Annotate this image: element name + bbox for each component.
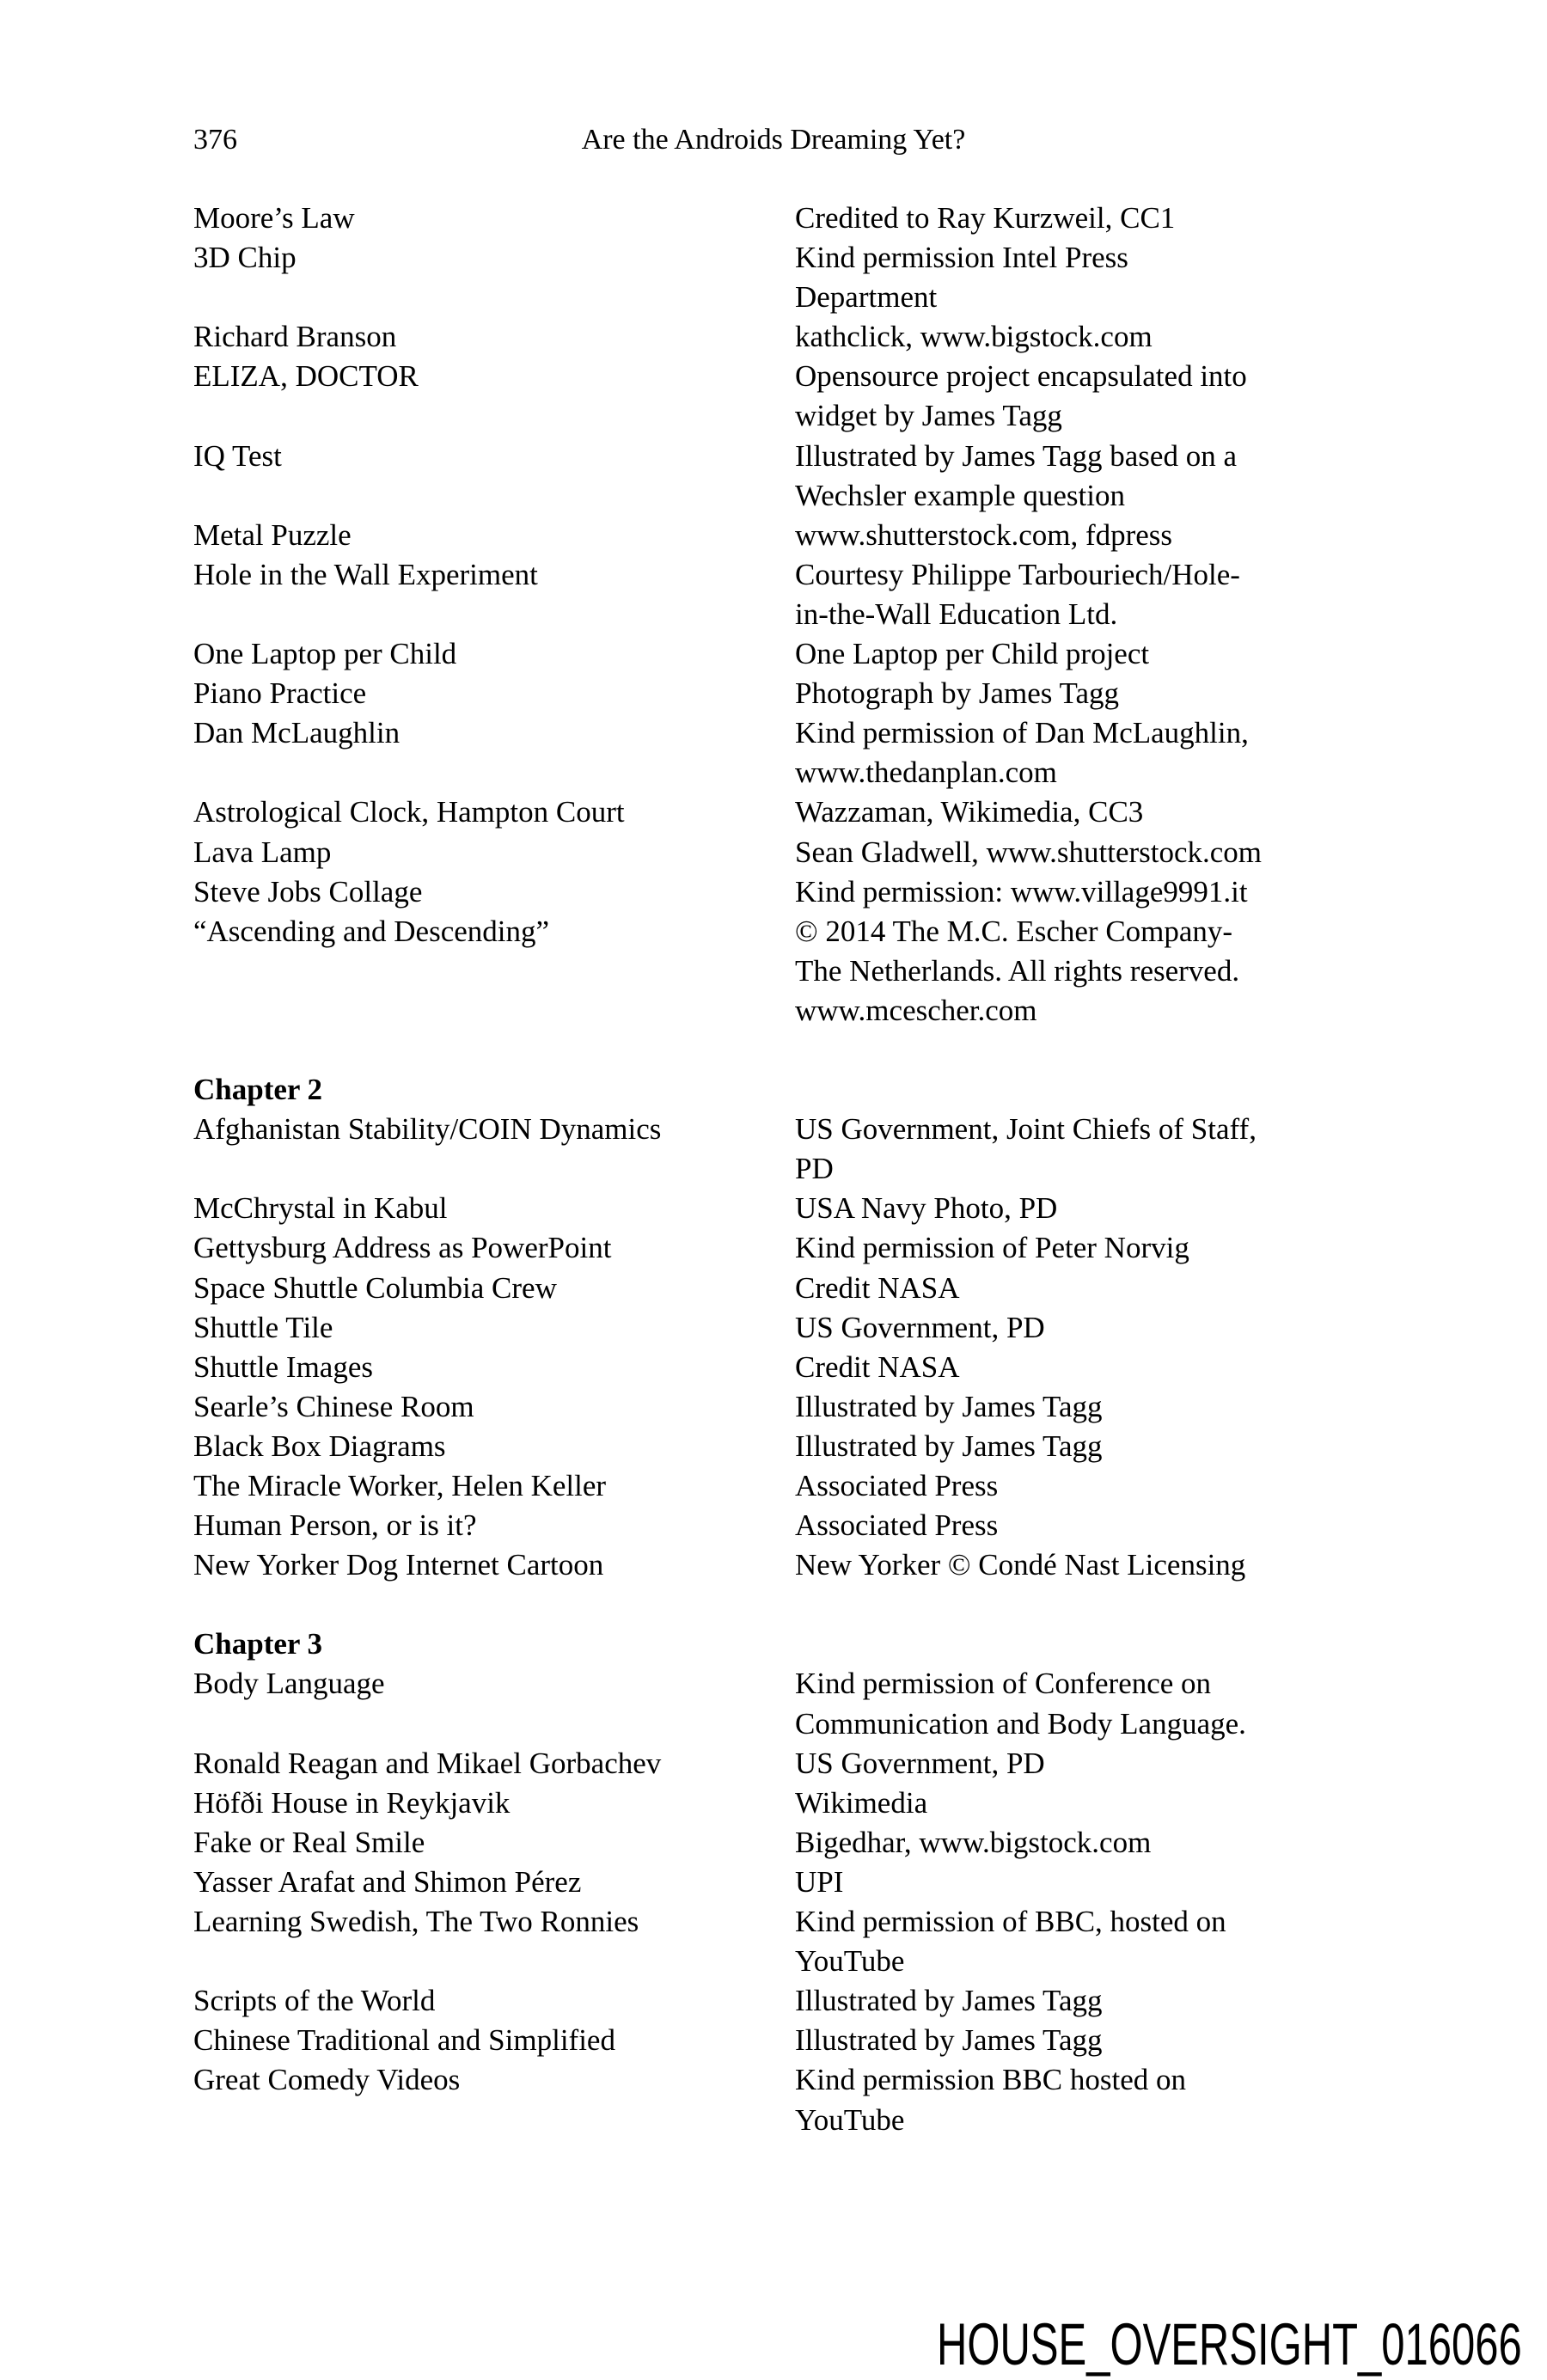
credit-row: [0, 1624, 1547, 1664]
credit-row: [0, 1863, 1547, 1902]
chapter-heading: Chapter 3: [193, 1627, 323, 1661]
credit-item-label: McChrystal in Kabul: [193, 1191, 448, 1226]
credit-item-label: Learning Swedish, The Two Ronnies: [193, 1905, 639, 1939]
credit-item-label: ELIZA, DOCTOR: [193, 359, 419, 394]
credit-row: [0, 476, 1547, 516]
credit-item-label: IQ Test: [193, 438, 282, 473]
credit-row: [0, 2060, 1547, 2100]
credit-item-label: Hole in the Wall Experiment: [193, 557, 538, 591]
credit-row: [0, 951, 1547, 991]
chapter-heading: Chapter 2: [193, 1073, 323, 1107]
credit-source: Kind permission of Dan McLaughlin,: [795, 716, 1249, 750]
credit-row: [0, 1110, 1547, 1149]
credit-item-label: Moore’s Law: [193, 201, 355, 235]
bates-stamp: HOUSE_OVERSIGHT_016066: [937, 2311, 1522, 2377]
credit-item-label: Höfði House in Reykjavik: [193, 1785, 511, 1820]
credit-source: kathclick, www.bigstock.com: [795, 320, 1153, 354]
credit-item-label: Chinese Traditional and Simplified: [193, 2023, 615, 2058]
credit-row: [0, 238, 1547, 278]
credit-row: [0, 753, 1547, 792]
credit-item-label: Shuttle Tile: [193, 1310, 333, 1344]
credit-source: © 2014 The M.C. Escher Company-: [795, 914, 1233, 948]
credit-item-label: “Ascending and Descending”: [193, 914, 550, 948]
credit-source: Illustrated by James Tagg: [795, 1389, 1103, 1423]
credit-item-label: Steve Jobs Collage: [193, 874, 423, 909]
credit-item-label: Fake or Real Smile: [193, 1825, 425, 1859]
credit-source: Illustrated by James Tagg based on a: [795, 438, 1237, 473]
credit-source: Credited to Ray Kurzweil, CC1: [795, 201, 1176, 235]
credit-row: [0, 199, 1547, 238]
credit-row: [0, 2101, 1547, 2140]
credit-source: Kind permission: www.village9991.it: [795, 874, 1248, 909]
credit-row: [0, 2021, 1547, 2060]
running-title: Are the Androids Dreaming Yet?: [581, 124, 966, 156]
credit-row: [0, 1902, 1547, 1942]
credit-source: Sean Gladwell, www.shutterstock.com: [795, 835, 1263, 869]
credit-source: One Laptop per Child project: [795, 637, 1150, 671]
credit-row: [0, 278, 1547, 317]
credit-row: [0, 396, 1547, 436]
credit-item-label: Shuttle Images: [193, 1349, 373, 1384]
credit-item-label: Space Shuttle Columbia Crew: [193, 1270, 557, 1305]
credit-source: Department: [795, 280, 938, 315]
credit-row: [0, 792, 1547, 832]
credit-row: [0, 1348, 1547, 1387]
credit-source: Wazzaman, Wikimedia, CC3: [795, 795, 1144, 829]
credit-item-label: One Laptop per Child: [193, 637, 457, 671]
credit-source: Opensource project encapsulated into: [795, 359, 1247, 394]
credit-item-label: Yasser Arafat and Shimon Pérez: [193, 1864, 582, 1899]
credit-row: [0, 1744, 1547, 1783]
credit-source: Wechsler example question: [795, 478, 1125, 512]
credit-item-label: Metal Puzzle: [193, 517, 352, 552]
credit-source: Bigedhar, www.bigstock.com: [795, 1825, 1152, 1859]
credit-item-label: Searle’s Chinese Room: [193, 1389, 474, 1423]
credit-item-label: Gettysburg Address as PowerPoint: [193, 1231, 612, 1265]
credit-row: [0, 555, 1547, 595]
credit-source: Communication and Body Language.: [795, 1706, 1246, 1741]
credit-source: US Government, PD: [795, 1310, 1045, 1344]
credit-row: [0, 634, 1547, 674]
credit-row: [0, 1387, 1547, 1427]
credit-source: Illustrated by James Tagg: [795, 2023, 1103, 2058]
credit-row: [0, 1269, 1547, 1308]
credit-source: Kind permission BBC hosted on: [795, 2063, 1187, 2097]
credit-row: [0, 317, 1547, 357]
credit-source: YouTube: [795, 1944, 905, 1979]
credit-row: [0, 872, 1547, 912]
credit-source: Kind permission of BBC, hosted on: [795, 1905, 1226, 1939]
credit-item-label: Black Box Diagrams: [193, 1429, 446, 1463]
credit-source: Kind permission of Conference on: [795, 1667, 1212, 1701]
credit-row: [0, 357, 1547, 396]
credit-row: [0, 1704, 1547, 1744]
credit-source: New Yorker © Condé Nast Licensing: [795, 1548, 1246, 1582]
credit-row: [0, 1149, 1547, 1189]
credits-list: [0, 199, 1547, 2140]
credit-item-label: Afghanistan Stability/COIN Dynamics: [193, 1112, 662, 1147]
credit-source: Associated Press: [795, 1508, 999, 1543]
credit-source: Kind permission of Peter Norvig: [795, 1231, 1189, 1265]
credit-row: [0, 1981, 1547, 2021]
credit-item-label: 3D Chip: [193, 241, 297, 275]
credit-source: Illustrated by James Tagg: [795, 1429, 1103, 1463]
credit-source: PD: [795, 1152, 834, 1186]
credit-item-label: Piano Practice: [193, 676, 367, 711]
credit-source: widget by James Tagg: [795, 399, 1062, 433]
credit-source: in-the-Wall Education Ltd.: [795, 597, 1118, 631]
credit-row: [0, 1308, 1547, 1348]
page-number: 376: [193, 124, 237, 156]
credit-row: [0, 437, 1547, 476]
credit-row: [0, 1506, 1547, 1545]
credit-item-label: Body Language: [193, 1667, 385, 1701]
credit-source: Wikimedia: [795, 1785, 928, 1820]
credit-source: Credit NASA: [795, 1270, 960, 1305]
credit-item-label: Richard Branson: [193, 320, 397, 354]
credit-source: Credit NASA: [795, 1349, 960, 1384]
credit-row: [0, 1545, 1547, 1585]
credit-row: [0, 1783, 1547, 1823]
credit-source: YouTube: [795, 2102, 905, 2137]
credit-row: [0, 713, 1547, 753]
credit-row: [0, 833, 1547, 872]
credit-source: UPI: [795, 1864, 844, 1899]
credit-source: www.mcescher.com: [795, 993, 1037, 1027]
credit-row: [0, 1664, 1547, 1704]
credit-source: US Government, PD: [795, 1746, 1045, 1780]
credit-row: [0, 1070, 1547, 1110]
credit-item-label: The Miracle Worker, Helen Keller: [193, 1469, 607, 1502]
credit-row: [0, 991, 1547, 1031]
credit-source: US Government, Joint Chiefs of Staff,: [795, 1112, 1257, 1147]
credit-source: The Netherlands. All rights reserved.: [795, 953, 1240, 988]
credit-item-label: Ronald Reagan and Mikael Gorbachev: [193, 1746, 662, 1780]
credit-row: [0, 912, 1547, 951]
credit-row: [0, 1427, 1547, 1466]
credit-source: www.shutterstock.com, fdpress: [795, 517, 1173, 552]
credit-row: [0, 1823, 1547, 1863]
credit-item-label: Astrological Clock, Hampton Court: [193, 795, 625, 829]
credit-source: www.thedanplan.com: [795, 756, 1057, 790]
credit-row: [0, 1466, 1547, 1506]
credit-item-label: Scripts of the World: [193, 1984, 436, 2018]
credit-source: Courtesy Philippe Tarbouriech/Hole-: [795, 557, 1240, 591]
credit-row: [0, 674, 1547, 713]
credit-row: [0, 595, 1547, 634]
credit-source: Kind permission Intel Press: [795, 241, 1128, 275]
credit-item-label: Lava Lamp: [193, 835, 332, 869]
credit-source: Photograph by James Tagg: [795, 676, 1120, 711]
credit-row: [0, 516, 1547, 555]
credit-item-label: Great Comedy Videos: [193, 2063, 461, 2097]
credit-row: [0, 1942, 1547, 1981]
credit-source: Illustrated by James Tagg: [795, 1984, 1103, 2018]
credit-source: USA Navy Photo, PD: [795, 1191, 1058, 1226]
credit-row: [0, 1585, 1547, 1624]
credit-source: Associated Press: [795, 1469, 999, 1502]
credit-row: [0, 1189, 1547, 1228]
credit-row: [0, 1031, 1547, 1070]
credit-item-label: Human Person, or is it?: [193, 1508, 477, 1543]
credit-item-label: New Yorker Dog Internet Cartoon: [193, 1548, 604, 1582]
credit-row: [0, 1228, 1547, 1268]
credit-item-label: Dan McLaughlin: [193, 716, 401, 750]
